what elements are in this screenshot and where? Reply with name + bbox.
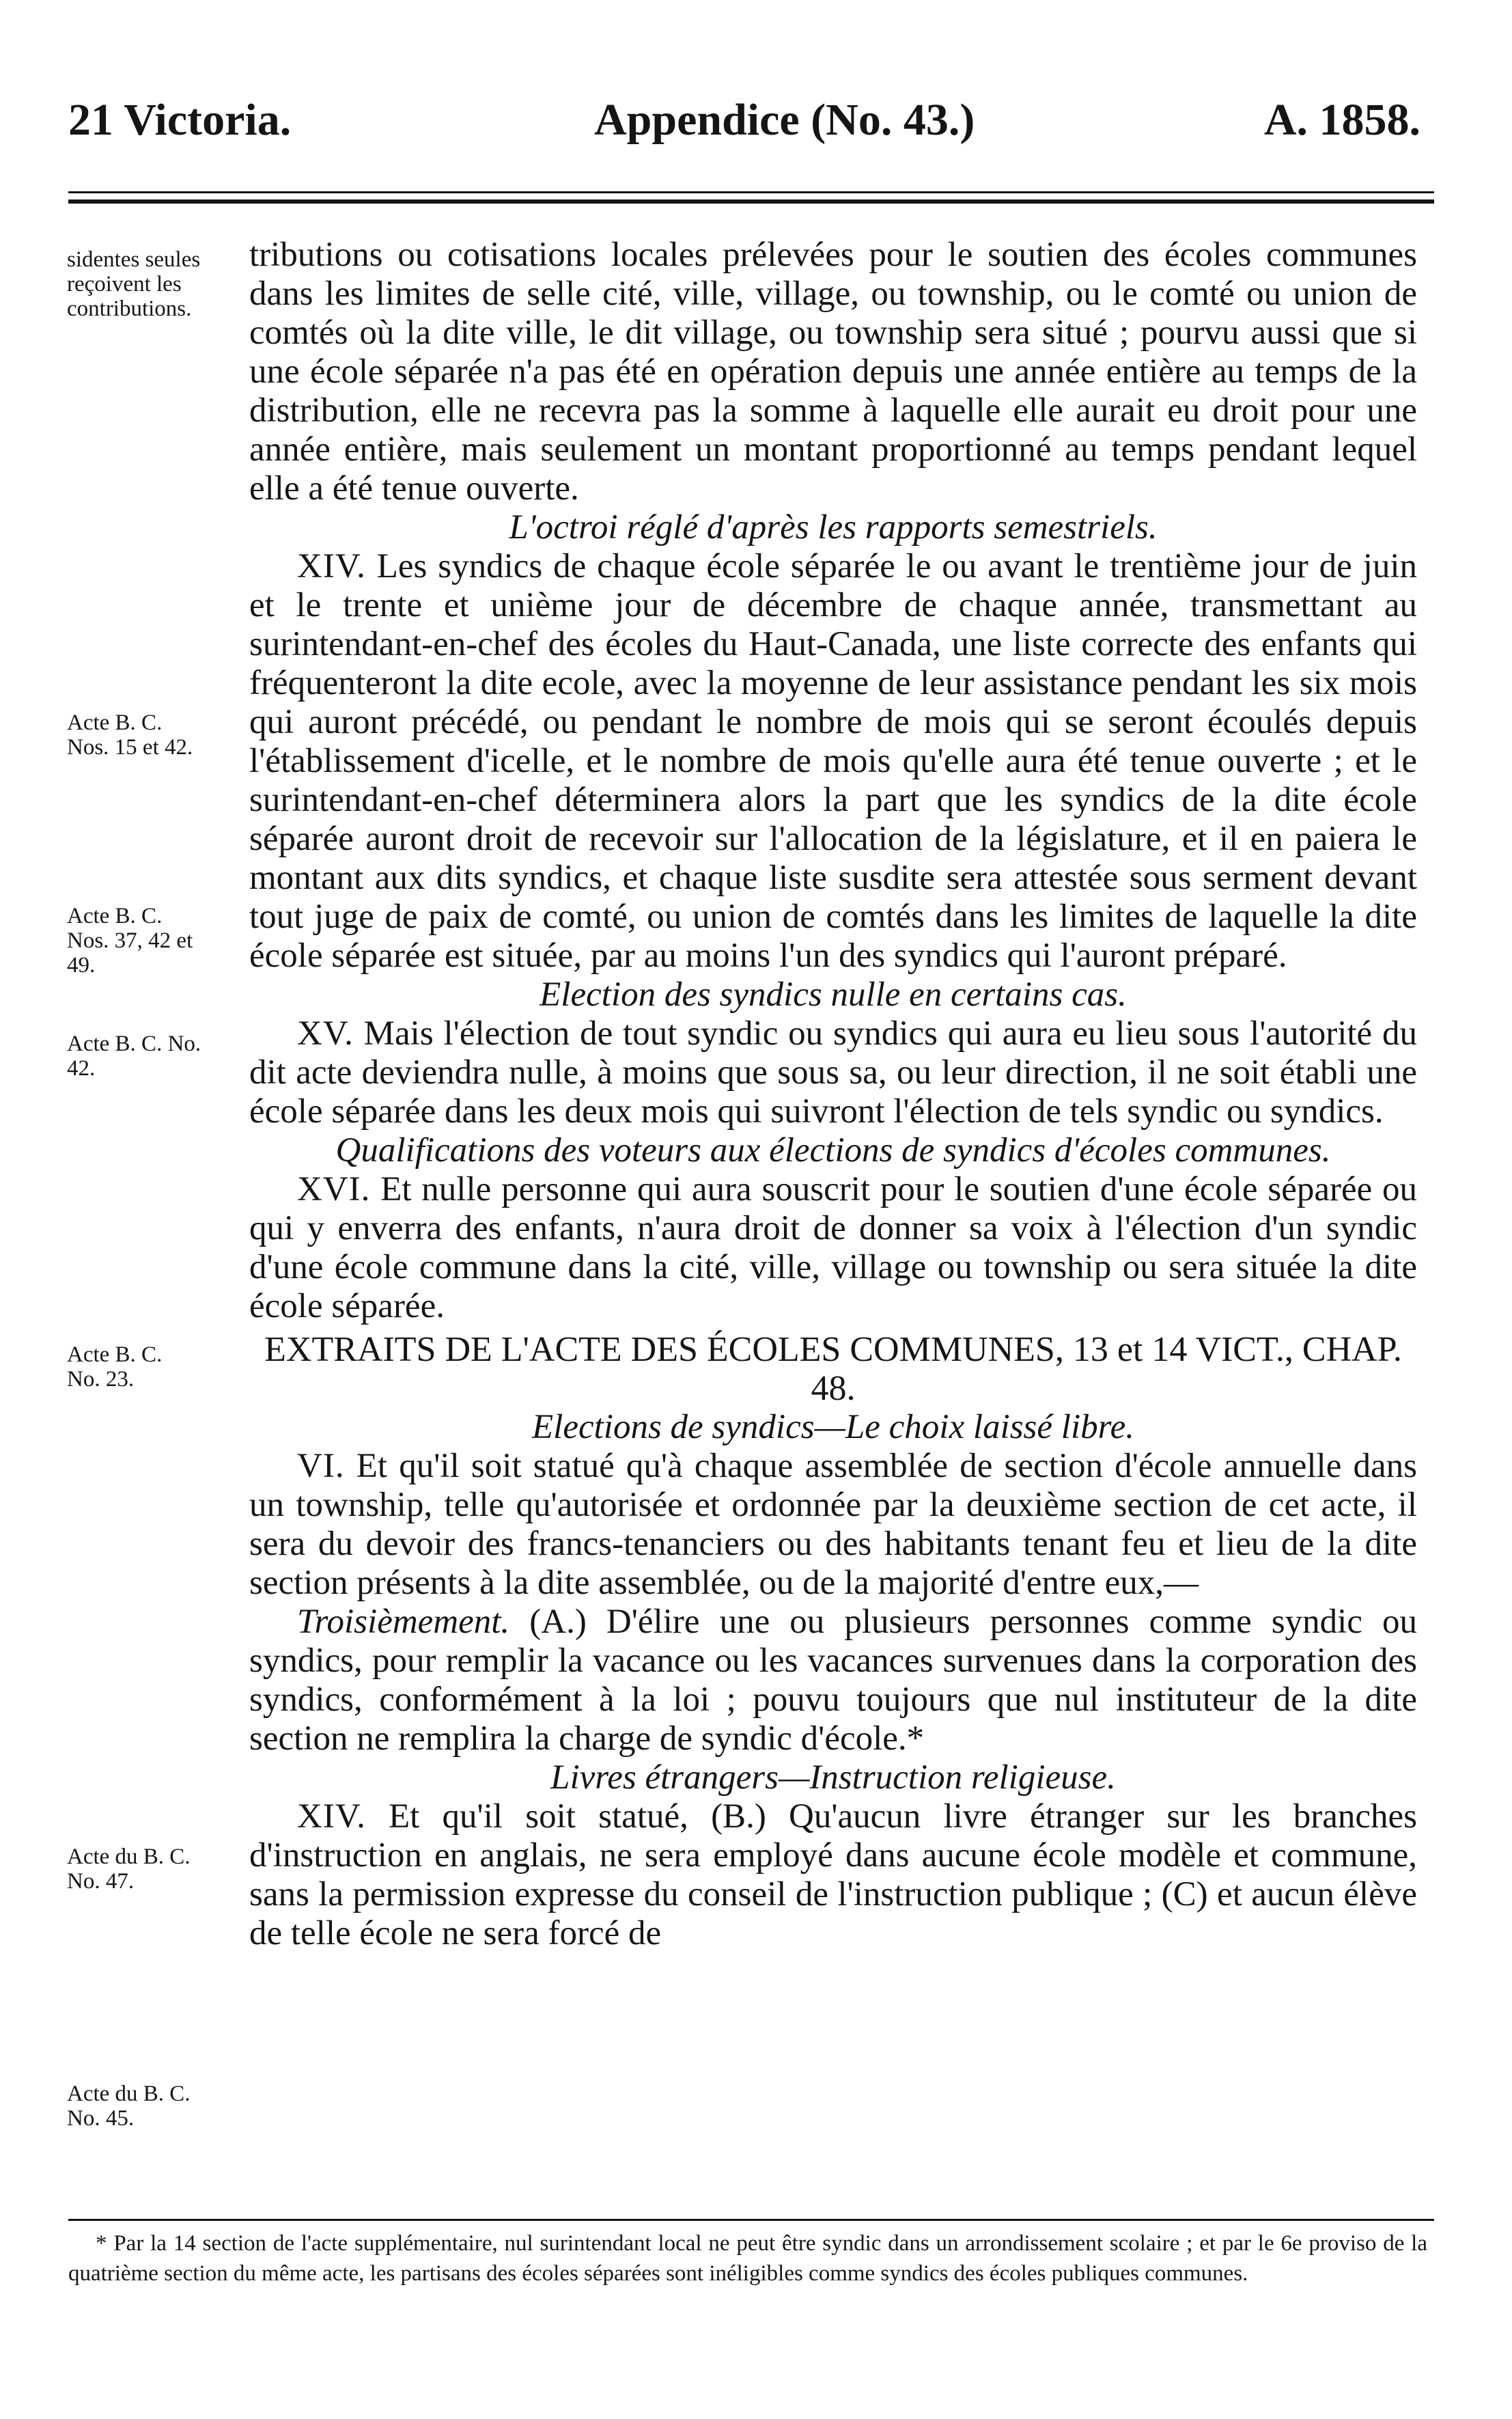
- paragraph: [249, 547, 1417, 976]
- page-header: [68, 94, 1420, 156]
- header-session: 21 Victoria.: [68, 95, 292, 145]
- paragraph: [249, 1014, 1417, 1131]
- header-appendix: Appendice (No. 43.): [594, 95, 975, 145]
- subheading: L'octroi réglé d'après les rapports semestriels.: [509, 508, 1158, 547]
- footnote: * Par la 14 section de l'acte supplémentaire, nul surintendant local ne peut être syndic dans un arrondissement scolaire ; et par le 6e proviso de la quatrième section du même acte, les partisans des écoles séparées sont inéligibles comme syndics des écoles publiques communes.: [68, 2231, 1427, 2286]
- article-number: XIV.: [297, 1797, 366, 1836]
- paragraph-text: Et qu'il soit statué, (B.) Qu'aucun livre étranger sur les branches d'instruction en anglais, ne sera employé dans aucune école modèle et commune, sans la permission expresse du conseil de l'instruction publique ; (C) et aucun élève de telle école ne sera forcé de: [249, 1797, 1418, 1952]
- article-number: XV.: [297, 1014, 354, 1053]
- section-title: EXTRAITS DE L'ACTE DES ÉCOLES COMMUNES, 13 et 14 VICT., CHAP. 48.: [264, 1330, 1402, 1408]
- article-number: XIV.: [297, 547, 366, 585]
- paragraph: [249, 1797, 1417, 1953]
- main-text: [249, 236, 1417, 1953]
- paragraph-text: Mais l'élection de tout syndic ou syndics qui aura eu lieu sous l'autorité du dit acte deviendra nulle, à moins que sous sa, ou leur direction, il ne soit établi une école séparée dans les deux mois qui suivront l'élection de tels syndic ou syndics.: [249, 1014, 1418, 1131]
- subheading: Election des syndics nulle en certains cas.: [540, 976, 1127, 1014]
- header-rule-thick: [68, 199, 1434, 204]
- header-rule-thin: [68, 191, 1434, 193]
- paragraph-text: Et nulle personne qui aura souscrit pour le soutien d'une école séparée ou qui y enverra des enfants, n'aura droit de donner sa voix à l'élection d'un syndic d'une école commune dans la cité, ville, village ou township ou sera située la dite école séparée.: [249, 1170, 1418, 1325]
- paragraph: [249, 1447, 1417, 1603]
- header-year: A. 1858.: [1263, 95, 1420, 145]
- paragraph-text: Et qu'il soit statué qu'à chaque assemblée de section d'école annuelle dans un township, telle qu'autorisée et ordonnée par la deuxième section de cet acte, il sera du devoir des francs-tenanciers ou des habitants tenant feu et lieu de la dite section présents à la dite assemblée, ou de la majorité d'entre eux,—: [249, 1447, 1417, 1602]
- margin-note: Acte B. C. Nos. 15 et 42.: [67, 710, 193, 760]
- margin-note: Acte B. C. No. 42.: [67, 1032, 201, 1081]
- margin-note: Acte B. C. Nos. 37, 42 et 49.: [67, 904, 193, 978]
- margin-note: Acte du B. C. No. 45.: [67, 2082, 191, 2131]
- subheading: Elections de syndics—Le choix laissé libre.: [532, 1408, 1134, 1446]
- article-number: XVI.: [297, 1170, 371, 1208]
- paragraph-text: (A.) D'élire une ou plusieurs personnes comme syndic ou syndics, pour remplir la vacance ou les vacances survenues dans la corporation des syndics, conformément à la loi ; pouvu toujours que nul instituteur de la dite section ne remplira la charge de syndic d'école.*: [249, 1603, 1418, 1758]
- paragraph-text: Les syndics de chaque école séparée le ou avant le trentième jour de juin et le trente et unième jour de décembre de chaque année, transmettant au surintendant-en-chef des écoles du Haut-Canada, une liste correcte des enfants qui fréquenteront la dite ecole, avec la moyenne de leur assistance pendant les six mois qui auront précédé, ou pendant le nombre de mois qui se seront écoulés depuis l'établissement d'icelle, et le nombre de mois qu'elle aura été tenue ouverte ; et le surintendant-en-chef déterminera alors la part que les syndics de la dite école séparée auront droit de recevoir sur l'allocation de la législature, et il en paiera le montant aux dits syndics, et chaque liste susdite sera attestée sous serment devant tout juge de paix de comté, ou union de comtés dans les limites de laquelle la dite école séparée est située, par au moins l'un des syndics qui l'auront préparé.: [249, 547, 1418, 975]
- subheading: Qualifications des voteurs aux élections de syndics d'écoles communes.: [335, 1131, 1331, 1170]
- paragraph: [249, 1603, 1417, 1758]
- margin-note: sidentes seules reçoivent les contributions.: [67, 247, 201, 321]
- paragraph: [249, 1170, 1417, 1326]
- margin-note: Acte B. C. No. 23.: [67, 1342, 163, 1392]
- paragraph-lead: Troisièmement.: [297, 1603, 510, 1641]
- margin-note: Acte du B. C. No. 47.: [67, 1844, 191, 1894]
- article-number: VI.: [297, 1447, 345, 1485]
- footnote-rule: [68, 2219, 1434, 2221]
- paragraph: tributions ou cotisations locales prélevées pour le soutien des écoles communes dans les limites de selle cité, ville, village, ou township, ou le comté ou union de comtés où la dite ville, le dit village, ou township sera situé ; pourvu aussi que si une école séparée n'a pas été en opération depuis une année entière au temps de la distribution, elle ne recevra pas la somme à laquelle elle aurait eu droit pour une année entière, mais seulement un montant proportionné au temps pendant lequel elle a été tenue ouverte.: [249, 236, 1417, 508]
- subheading: Livres étrangers—Instruction religieuse.: [550, 1758, 1116, 1797]
